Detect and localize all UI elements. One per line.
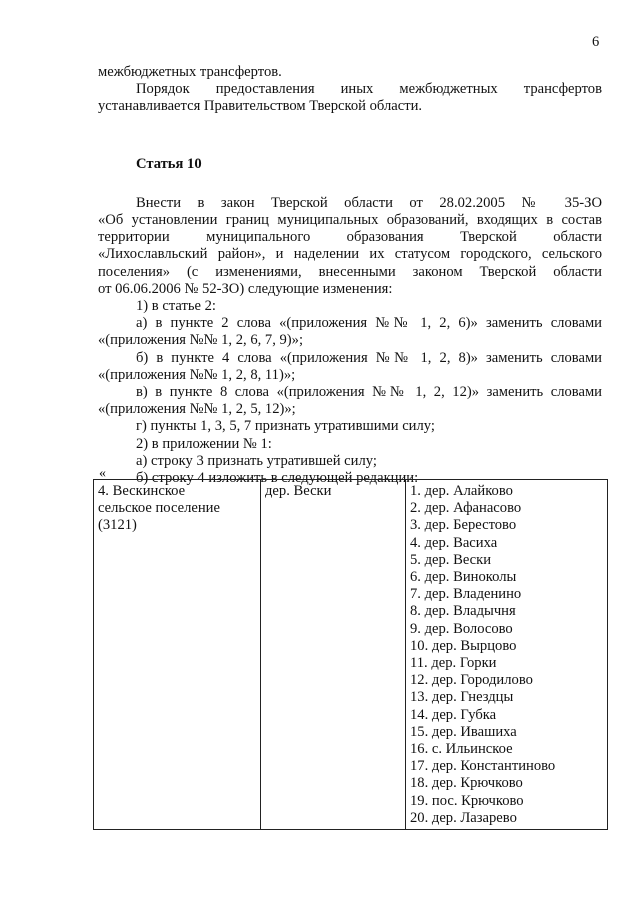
list-item: «(приложения №№ 1, 2, 6, 7, 9)»; xyxy=(98,332,304,349)
article-heading: Статья 10 xyxy=(136,155,202,172)
opening-quote: « xyxy=(99,466,106,481)
list-item: а) строку 3 признать утратившей силу; xyxy=(136,452,377,469)
municipality-line: 4. Вескинское xyxy=(98,483,186,499)
settlement-item: 9. дер. Волосово xyxy=(410,620,513,637)
settlement-table xyxy=(93,479,608,830)
municipality-cell xyxy=(94,480,261,830)
settlement-item: 1. дер. Алайково xyxy=(410,483,513,499)
settlement-item: 17. дер. Константиново xyxy=(410,758,556,775)
settlements-list xyxy=(410,483,603,827)
settlement-item: 7. дер. Владенино xyxy=(410,586,522,603)
paragraph-line: «Лихославльский район», и наделении их статусом городского, сельского xyxy=(98,246,602,263)
table-row xyxy=(94,480,608,830)
paragraph-line: от 06.06.2006 № 52-ЗО) следующие изменения: xyxy=(98,280,393,297)
settlement-item: 18. дер. Крючково xyxy=(410,775,523,792)
settlement-item: 10. дер. Вырцово xyxy=(410,637,517,654)
settlement-item: 3. дер. Берестово xyxy=(410,517,517,534)
paragraph-line: устанавливается Правительством Тверской области. xyxy=(98,98,423,115)
center-cell: дер. Вески xyxy=(261,480,406,830)
list-item: а) в пункте 2 слова «(приложения №№ 1, 2, 6)» заменить словами xyxy=(136,315,602,332)
settlement-item: 13. дер. Гнездцы xyxy=(410,689,514,706)
settlement-item: 5. дер. Вески xyxy=(410,551,492,568)
settlements-cell xyxy=(406,480,608,830)
list-item: в) в пункте 8 слова «(приложения №№ 1, 2, 12)» заменить словами xyxy=(136,384,602,401)
paragraph-line: Внести в закон Тверской области от 28.02.2005 № 35-ЗО xyxy=(136,194,602,211)
list-item: 1) в статье 2: xyxy=(136,298,216,315)
municipality-line: сельское поселение xyxy=(98,500,220,517)
settlement-item: 4. дер. Васиха xyxy=(410,534,498,551)
settlement-item: 12. дер. Городилово xyxy=(410,672,533,689)
settlement-item: 16. с. Ильинское xyxy=(410,741,513,758)
settlement-item: 19. пос. Крючково xyxy=(410,792,524,809)
list-item: б) в пункте 4 слова «(приложения №№ 1, 2, 8)» заменить словами xyxy=(136,349,602,366)
list-item: «(приложения №№ 1, 2, 8, 11)»; xyxy=(98,366,296,383)
paragraph-line: «Об установлении границ муниципальных образований, входящих в состав xyxy=(98,212,602,229)
settlement-item: 8. дер. Владычня xyxy=(410,603,516,620)
settlement-item: 2. дер. Афанасово xyxy=(410,500,522,517)
municipality-line: (3121) xyxy=(98,517,137,534)
body-text xyxy=(98,64,602,487)
list-item: 2) в приложении № 1: xyxy=(136,435,272,452)
settlement-item: 6. дер. Виноколы xyxy=(410,569,517,586)
settlement-item: 14. дер. Губка xyxy=(410,706,497,723)
list-item: б) строку 4 изложить в следующей редакции: xyxy=(136,470,419,487)
paragraph-line: поселения» (с изменениями, внесенными законом Тверской области xyxy=(98,263,602,280)
settlement-item: 20. дер. Лазарево xyxy=(410,809,517,826)
paragraph-line: Порядок предоставления иных межбюджетных трансфертов xyxy=(136,81,602,98)
paragraph-line: межбюджетных трансфертов. xyxy=(98,64,282,80)
list-item: «(приложения №№ 1, 2, 5, 12)»; xyxy=(98,401,296,418)
settlement-item: 15. дер. Ивашиха xyxy=(410,723,517,740)
list-item: г) пункты 1, 3, 5, 7 признать утратившими силу; xyxy=(136,418,435,435)
page-number: 6 xyxy=(592,34,600,50)
settlement-item: 11. дер. Горки xyxy=(410,655,497,672)
paragraph-line: территории муниципального образования Тверской области xyxy=(98,229,602,246)
